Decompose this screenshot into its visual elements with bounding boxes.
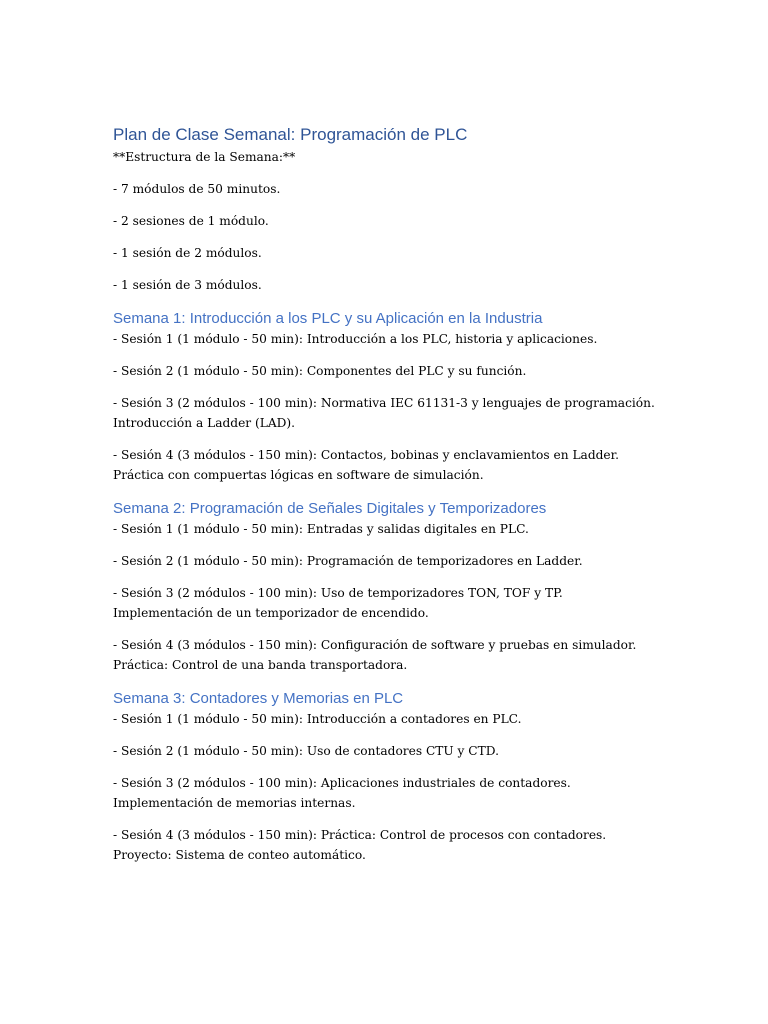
week-1-section <box>113 309 661 485</box>
document-body <box>113 123 661 865</box>
week-2-section <box>113 499 661 675</box>
session-item: - Sesión 1 (1 módulo - 50 min): Introducción a contadores en PLC. <box>113 712 522 726</box>
week-1-heading: Semana 1: Introducción a los PLC y su Aplicación en la Industria <box>113 310 543 327</box>
session-item: - Sesión 1 (1 módulo - 50 min): Entradas y salidas digitales en PLC. <box>113 522 529 536</box>
session-item: - Sesión 4 (3 módulos - 150 min): Práctica: Control de procesos con contadores. Proyecto: Sistema de conteo automático. <box>113 828 607 862</box>
week-3-heading: Semana 3: Contadores y Memorias en PLC <box>113 690 404 707</box>
session-item: - Sesión 2 (1 módulo - 50 min): Componentes del PLC y su función. <box>113 364 527 378</box>
intro-structure-label: **Estructura de la Semana:** <box>113 150 296 164</box>
document-title: Plan de Clase Semanal: Programación de PLC <box>113 125 468 144</box>
intro-item: - 7 módulos de 50 minutos. <box>113 182 281 196</box>
session-item: - Sesión 4 (3 módulos - 150 min): Contactos, bobinas y enclavamientos en Ladder. Práctica con compuertas lógicas en software de simulación. <box>113 448 619 482</box>
session-item: - Sesión 1 (1 módulo - 50 min): Introducción a los PLC, historia y aplicaciones. <box>113 332 598 346</box>
session-item: - Sesión 4 (3 módulos - 150 min): Configuración de software y pruebas en simulador. Práctica: Control de una banda transportadora. <box>113 638 637 672</box>
session-item: - Sesión 2 (1 módulo - 50 min): Programación de temporizadores en Ladder. <box>113 554 583 568</box>
session-item: - Sesión 3 (2 módulos - 100 min): Aplicaciones industriales de contadores. Implementación de memorias internas. <box>113 776 571 810</box>
intro-section <box>113 147 661 295</box>
intro-item: - 2 sesiones de 1 módulo. <box>113 214 269 228</box>
session-item: - Sesión 2 (1 módulo - 50 min): Uso de contadores CTU y CTD. <box>113 744 499 758</box>
week-3-section <box>113 689 661 865</box>
session-item: - Sesión 3 (2 módulos - 100 min): Normativa IEC 61131-3 y lenguajes de programación. Introducción a Ladder (LAD). <box>113 396 655 430</box>
intro-item: - 1 sesión de 2 módulos. <box>113 246 262 260</box>
intro-item: - 1 sesión de 3 módulos. <box>113 278 262 292</box>
week-2-heading: Semana 2: Programación de Señales Digitales y Temporizadores <box>113 500 547 517</box>
session-item: - Sesión 3 (2 módulos - 100 min): Uso de temporizadores TON, TOF y TP. Implementación de un temporizador de encendido. <box>113 586 563 620</box>
